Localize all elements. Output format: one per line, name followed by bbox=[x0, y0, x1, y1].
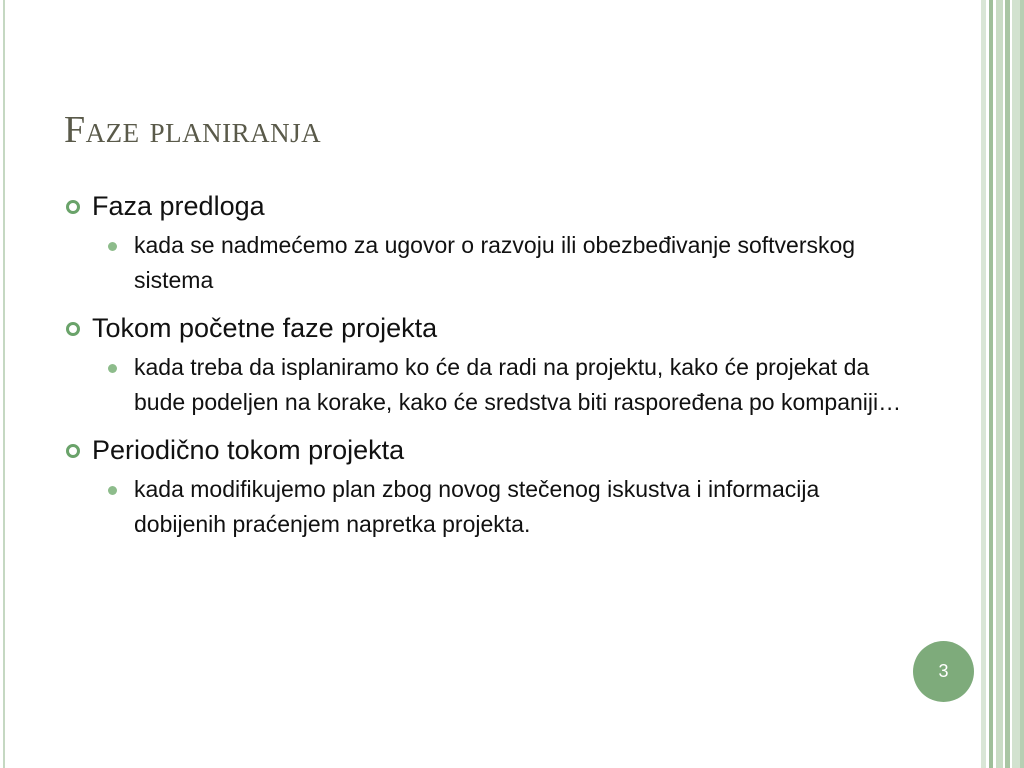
bullet-item-initial-phase bbox=[64, 310, 904, 346]
bullet-heading: Periodično tokom projekta bbox=[92, 435, 405, 465]
right-stripe-decoration bbox=[976, 0, 1024, 768]
ring-bullet-icon bbox=[66, 322, 80, 336]
dot-bullet-icon bbox=[108, 242, 117, 251]
sub-bullet-item bbox=[64, 350, 904, 420]
bullet-list bbox=[64, 188, 904, 554]
bullet-heading: Tokom početne faze projekta bbox=[92, 313, 438, 343]
ring-bullet-icon bbox=[66, 444, 80, 458]
bullet-heading: Faza predloga bbox=[92, 191, 265, 221]
sub-bullet-item bbox=[64, 472, 904, 542]
sub-bullet-item bbox=[64, 228, 904, 298]
sub-bullet-text: kada treba da isplaniramo ko će da radi na projektu, kako će projekat da bude podeljen na korake, kako će sredstva biti raspoređena po kompaniji… bbox=[134, 354, 902, 415]
sub-bullet-text: kada se nadmećemo za ugovor o razvoju ili obezbeđivanje softverskog sistema bbox=[134, 232, 856, 293]
sub-bullet-text: kada modifikujemo plan zbog novog stečenog iskustva i informacija dobijenih praćenjem napretka projekta. bbox=[134, 476, 820, 537]
left-border-decoration bbox=[0, 0, 8, 768]
page-number-badge: 3 bbox=[913, 641, 974, 702]
ring-bullet-icon bbox=[66, 200, 80, 214]
slide-title: Faze planiranja bbox=[64, 109, 322, 151]
bullet-item-periodic bbox=[64, 432, 904, 468]
dot-bullet-icon bbox=[108, 486, 117, 495]
bullet-item-proposal-phase bbox=[64, 188, 904, 224]
dot-bullet-icon bbox=[108, 364, 117, 373]
